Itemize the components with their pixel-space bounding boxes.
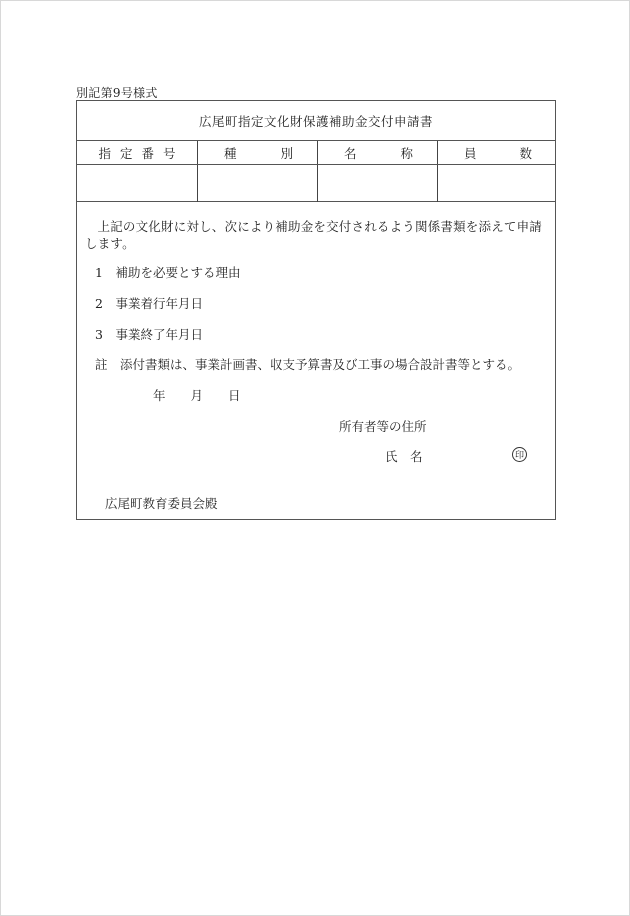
header-name: [317, 141, 437, 164]
table-row: [77, 165, 555, 202]
application-date: 年 月 日: [153, 388, 241, 403]
application-form: [76, 100, 556, 520]
item-start-date: 2 事業着行年月日: [95, 296, 203, 311]
item-reason: 1 補助を必要とする理由: [95, 265, 241, 280]
application-statement: 上記の文化財に対し、次により補助金を交付されるよう関係書類を添えて申請します。: [85, 219, 543, 251]
count-field[interactable]: [437, 165, 556, 202]
header-type-char2: 別: [280, 145, 293, 161]
item-end-date: 3 事業終了年月日: [95, 327, 203, 342]
form-title-text: 広尾町指定文化財保護補助金交付申請書: [198, 113, 433, 129]
header-type: [197, 141, 317, 164]
header-count-char2: 数: [519, 145, 532, 161]
header-name-char2: 称: [400, 145, 413, 161]
type-field[interactable]: [197, 165, 317, 202]
name-field[interactable]: [317, 165, 437, 202]
addressee: 広尾町教育委員会殿: [105, 496, 218, 511]
header-name-char1: 名: [344, 145, 357, 161]
header-designation-number: 指定番号: [98, 145, 185, 161]
attachment-note: 註 添付書類は、事業計画書、収支予算書及び工事の場合設計書等とする。: [95, 357, 521, 372]
owner-address-label: 所有者等の住所: [339, 419, 427, 434]
designation-number-field[interactable]: [77, 165, 197, 202]
info-table: [77, 141, 555, 202]
form-number: 別記第9号様式: [76, 86, 158, 100]
seal-icon: 印: [512, 447, 527, 462]
table-header-row: [77, 141, 555, 165]
header-type-char1: 種: [224, 145, 237, 161]
owner-name-label: 氏 名: [385, 449, 423, 464]
header-count-char1: 員: [464, 145, 477, 161]
header-count: [437, 141, 556, 164]
form-title: [77, 101, 555, 141]
